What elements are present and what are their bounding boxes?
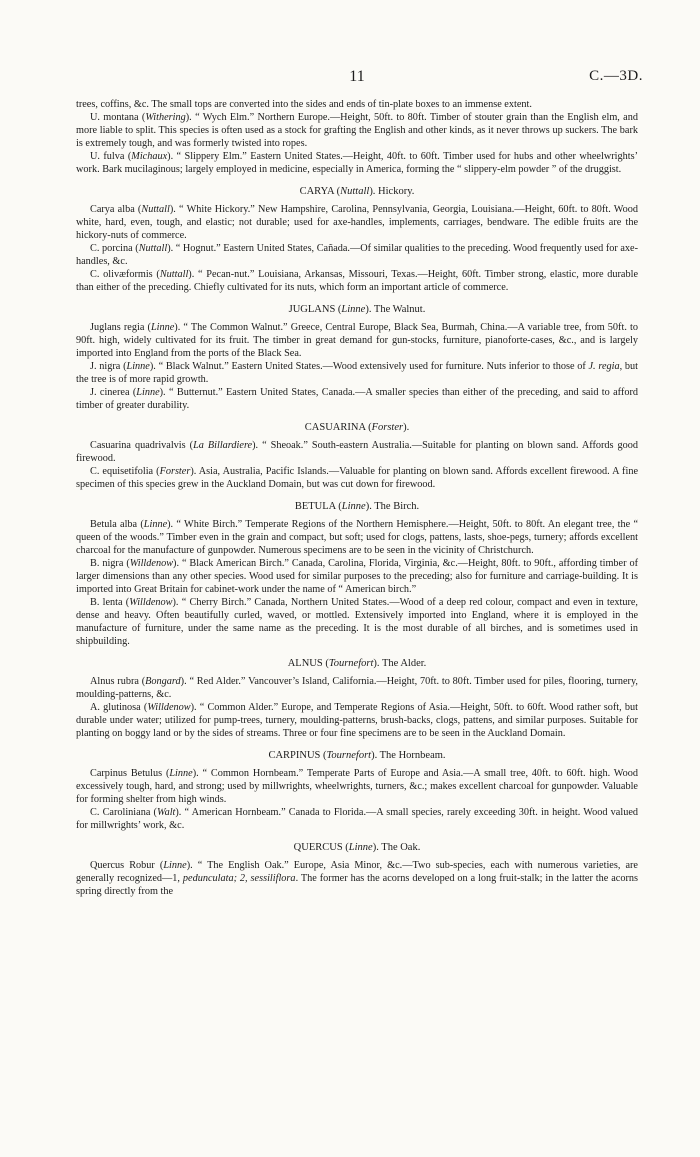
document-page: [76, 64, 643, 898]
text-run: Alnus rubra (: [90, 676, 146, 687]
text-run: ). “ Pecan-nut.” Louisiana, Arkansas, Missouri, Texas.—Height, 60ft. Timber strong, elastic, more durable than either of the preceding. Chiefly cultivated for its nuts, which form an important article of commerce.: [76, 269, 639, 293]
genus-heading: [76, 841, 638, 854]
text-run: J. nigra (: [90, 361, 127, 372]
text-run: ). “ American Hornbeam.” Canada to Florida.—A small species, rarely exceeding 30ft. in height. Wood valued for millwrights’ work, &c.: [76, 807, 638, 831]
paragraph: [76, 268, 638, 294]
paragraph: [76, 98, 638, 111]
text-run: A. glutinosa (: [90, 702, 148, 713]
paragraph: [76, 806, 638, 832]
paragraph: [76, 386, 638, 412]
italic-text: Forster: [371, 422, 404, 433]
paragraph: [76, 675, 638, 701]
text-run: ). Hickory.: [369, 186, 415, 197]
text-run: C. porcina (: [90, 243, 139, 254]
text-run: Carya alba (: [90, 204, 142, 215]
text-run: trees, coffins, &c. The small tops are converted into the sides and ends of tin-plate boxes to an immense extent.: [76, 99, 532, 110]
paragraph: [76, 465, 638, 491]
italic-text: J. regia: [588, 361, 620, 372]
text-run: ). “ White Hickory.” New Hampshire, Carolina, Pennsylvania, Georgia, Louisiana.—Height, 60ft. to 80ft. Wood white, hard, even, tough, and elastic; not durable; used for axe-handles, implements, carriages, bendware. The edible fruits are the hickory-nuts of commerce.: [76, 204, 638, 241]
text-run: ). “ Common Alder.” Europe, and Temperate Regions of Asia.—Height, 50ft. to 60ft. Wood rather soft, but durable under water; utilized for pump-trees, turnery, moulding-patterns, brush-backs, clogs, pattens, and similar purposes. Suitable for planting on boggy land or by the sides of streams. Three or four fine specimens are to be seen in the Auckland Domain.: [76, 702, 638, 739]
genus-heading: [76, 303, 638, 316]
text-run: ). “ Common Hornbeam.” Temperate Parts of Europe and Asia.—A small tree, 40ft. to 60ft. high. Wood excessively tough, hard, and strong; used by millwrights, wheelwrights, turners, &c.; makes excellent charcoal for gunpowder. Valuable for forming shelter from high winds.: [76, 768, 638, 805]
text-run: ). “ Red Alder.” Vancouver’s Island, California.—Height, 70ft. to 80ft. Timber used for piles, flooring, turnery, moulding-patterns, &c.: [76, 676, 638, 700]
page-number: 11: [349, 68, 365, 85]
italic-text: Withering: [145, 112, 186, 123]
text-run: , but the tree is of more rapid growth.: [76, 361, 638, 385]
text-run: Juglans regia (: [90, 322, 151, 333]
paragraph: [76, 203, 638, 242]
text-run: U. montana (: [90, 112, 146, 123]
italic-text: Nuttall: [159, 269, 189, 280]
italic-text: Linne: [150, 322, 175, 333]
text-run: . The former has the acorns developed on a long fruit-stalk; in the latter the acorns spring directly from the: [76, 873, 639, 897]
paragraph: [76, 767, 638, 806]
text-run: ). “ Hognut.” Eastern United States, Cañada.—Of similar qualities to the preceding. Wood frequently used for axe-handles, &c.: [76, 243, 638, 267]
italic-text: Tournefort: [326, 750, 372, 761]
italic-text: Willdenow: [129, 597, 173, 608]
italic-text: Forster: [159, 466, 191, 477]
paragraph: [76, 242, 638, 268]
text-run: Quercus Robur (: [90, 860, 164, 871]
text-run: CARYA (: [299, 186, 341, 197]
text-run: Casuarina quadrivalvis (: [90, 440, 194, 451]
genus-heading: [76, 657, 638, 670]
paragraph: [76, 596, 638, 648]
text-run: ). “ Butternut.” Eastern United States, Canada.—A smaller species than either of the preceding, and said to afford timber of greater durability.: [76, 387, 638, 411]
italic-text: Willdenow: [129, 558, 174, 569]
text-run: U. fulva (: [90, 151, 132, 162]
text-run: ). “ Sheoak.” South-eastern Australia.—Suitable for planting on blown sand. Affords good firewood.: [76, 440, 639, 464]
genus-heading: [76, 749, 638, 762]
italic-text: Linne: [348, 842, 373, 853]
paragraph: [76, 360, 638, 386]
paragraph: [76, 518, 638, 557]
text-run: ). The Alder.: [373, 658, 427, 669]
paragraph: [76, 439, 638, 465]
italic-text: Nuttall: [141, 204, 170, 215]
text-run: ). The Walnut.: [365, 304, 426, 315]
text-run: BETULA (: [294, 501, 342, 512]
text-run: ). “ The English Oak.” Europe, Asia Minor, &c.—Two sub-species, each with numerous varieties, are generally recognized—1,: [76, 860, 638, 884]
italic-text: Nuttall: [138, 243, 168, 254]
italic-text: Linne: [341, 501, 366, 512]
text-run: ). “ The Common Walnut.” Greece, Central Europe, Black Sea, Burmah, China.—A variable tree, from 50ft. to 90ft. high, widely cultivated for its fruit. The timber in great demand for gun-stocks, furniture, pianoforte-cases, &c., and is largely imported into England from the ports of the Black Sea.: [76, 322, 638, 359]
genus-heading: [76, 185, 638, 198]
text-run: Carpinus Betulus (: [90, 768, 170, 779]
text-run: J. cinerea (: [90, 387, 137, 398]
italic-text: Linne: [143, 519, 168, 530]
text-run: ).: [403, 422, 410, 433]
text-run: QUERCUS (: [293, 842, 349, 853]
text-run: ). “ White Birch.” Temperate Regions of the Northern Hemisphere.—Height, 50ft. to 80ft. An elegant tree, the “ queen of the woods.” Timber even in the grain and compact, but soft; used for clogs, pattens, lasts, shoe-pegs, turnery; affords excellent charcoal for the manufacture of gunpowder. Numerous specimens are to be seen in the vicinity of Christchurch.: [76, 519, 638, 556]
text-run: C. Caroliniana (: [90, 807, 157, 818]
italic-text: Willdenow: [147, 702, 191, 713]
text-run: ). “ Black Walnut.” Eastern United States.—Wood extensively used for furniture. Nuts inferior to those of: [149, 361, 589, 372]
paragraph: [76, 859, 638, 898]
text-run: CARPINUS (: [268, 750, 327, 761]
paragraph: [76, 321, 638, 360]
italic-text: Michaux: [131, 151, 168, 162]
text-run: JUGLANS (: [288, 304, 342, 315]
document-code: C.—3D.: [589, 68, 643, 84]
italic-text: Linne: [136, 387, 160, 398]
italic-text: La Billardiere: [193, 440, 253, 451]
text-run: ). “ Black American Birch.” Canada, Carolina, Florida, Virginia, &c.—Height, 80ft. to 90ft., affording timber of larger dimensions than any other species. Wood used for similar purposes to the preceding; also for furniture and carriage-building. It is imported into Great Britain for cabinet-work under the name of “ American birch.”: [76, 558, 638, 595]
italic-text: Tournefort: [328, 658, 374, 669]
italic-text: Bongard: [145, 676, 181, 687]
italic-text: Linne: [169, 768, 193, 779]
text-run: ALNUS (: [287, 658, 329, 669]
genus-heading: [76, 500, 638, 513]
italic-text: Linne: [341, 304, 366, 315]
page-header: [76, 64, 643, 98]
paragraph: [76, 150, 638, 176]
text-run: ). “ Slippery Elm.” Eastern United States.—Height, 40ft. to 60ft. Timber used for hubs and other wheelwrights’ work. Bark mucilaginous; largely employed in medicine, especially in America, forming the “ slippery-elm powder ” of the druggist.: [76, 151, 638, 175]
text-run: CASUARINA (: [304, 422, 372, 433]
text-run: ). “ Wych Elm.” Northern Europe.—Height, 50ft. to 80ft. Timber of stouter grain than the English elm, and more liable to split. This species is often used as a stock for grafting the English and other kinds, as it never throws up suckers. The bark is extremely tough, and was formerly twisted into ropes.: [76, 112, 638, 149]
italic-text: pedunculata; 2, sessiliflora: [182, 873, 296, 884]
text-run: C. olivæformis (: [90, 269, 160, 280]
genus-heading: [76, 421, 638, 434]
text-run: ). The Oak.: [372, 842, 421, 853]
text-run: Betula alba (: [90, 519, 144, 530]
paragraph: [76, 557, 638, 596]
text-run: B. lenta (: [90, 597, 130, 608]
text-run: ). The Hornbeam.: [371, 750, 446, 761]
body-text: [76, 98, 638, 898]
italic-text: Linne: [126, 361, 150, 372]
text-run: ). The Birch.: [365, 501, 420, 512]
text-run: ). “ Cherry Birch.” Canada, Northern United States.—Wood of a deep red colour, compact and even in texture, dense and heavy. Often beautifully curled, waved, or mottled. Extensively imported into England, where it is employed in the manufacture of furniture, under the same name as the preceding. It is the most durable of all birches, and is sometimes used in shipbuilding.: [76, 597, 638, 647]
text-run: C. equisetifolia (: [90, 466, 160, 477]
italic-text: Nuttall: [340, 186, 370, 197]
paragraph: [76, 111, 638, 150]
italic-text: Walt: [156, 807, 176, 818]
italic-text: Linne: [163, 860, 187, 871]
text-run: B. nigra (: [90, 558, 130, 569]
text-run: ). Asia, Australia, Pacific Islands.—Valuable for planting on blown sand. Affords excellent firewood. A fine specimen of this species grew in the Auckland Domain, but was cut down for firewood.: [76, 466, 638, 490]
paragraph: [76, 701, 638, 740]
